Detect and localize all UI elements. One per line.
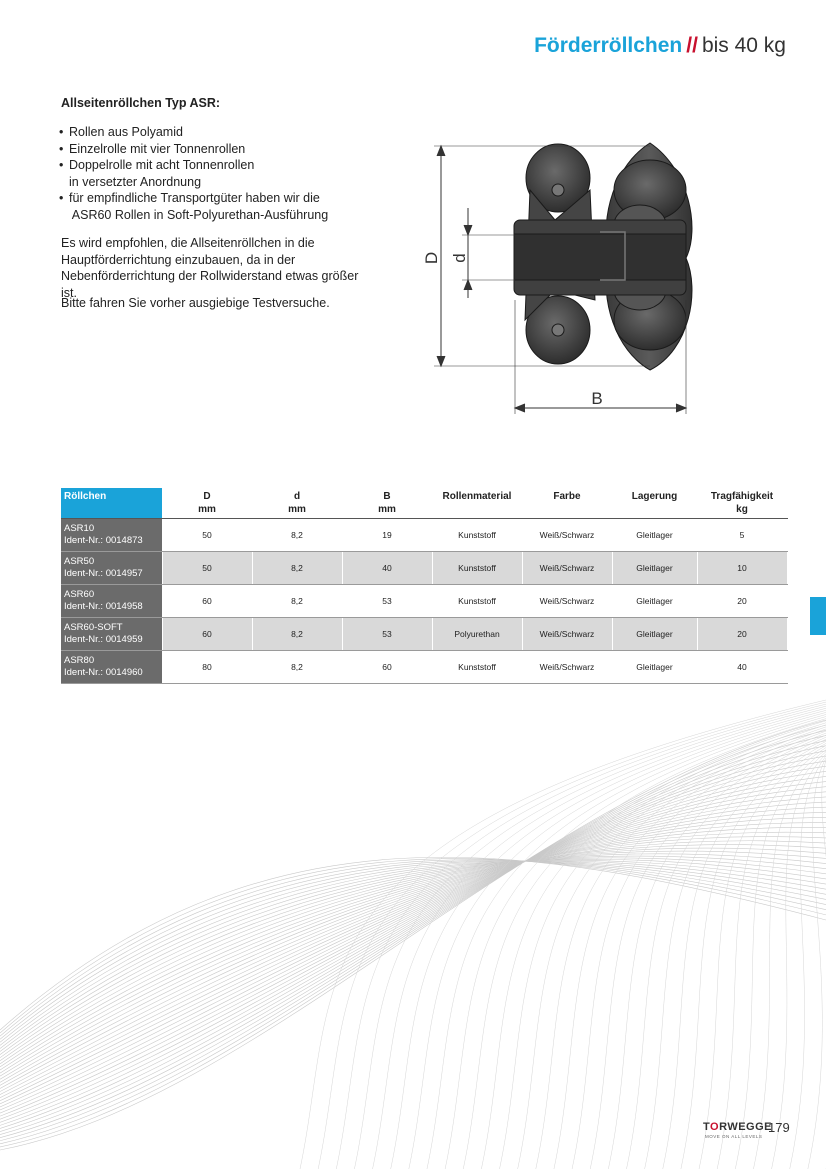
table-row [61, 618, 787, 651]
column-header-unit: mm [378, 504, 396, 515]
table-cell: 8,2 [252, 552, 342, 585]
table-cell: 60 [342, 651, 432, 684]
title-sub: bis 40 kg [701, 34, 786, 57]
table-cell: 20 [697, 585, 787, 618]
table-cell: 8,2 [252, 618, 342, 651]
product-name: ASR10 [64, 523, 95, 534]
column-header-unit: mm [198, 504, 216, 515]
feature-line: ASR60 Rollen in Soft-Polyurethan-Ausführung [69, 207, 329, 222]
table-cell: Kunststoff [432, 585, 522, 618]
wave-line [0, 859, 826, 1034]
table-cell: 53 [342, 618, 432, 651]
page-title [534, 34, 786, 58]
wave-line [0, 782, 826, 1114]
table-cell: Weiß/Schwarz [522, 651, 612, 684]
table-cell: 60 [162, 585, 252, 618]
table-cell: 10 [697, 552, 787, 585]
table-cell: 8,2 [252, 585, 342, 618]
feature-item [58, 190, 328, 223]
column-header-label: Tragfähigkeit [710, 491, 774, 502]
title-separator: // [686, 34, 698, 57]
wave-line [0, 720, 826, 1150]
wave-line [699, 746, 826, 1169]
section-heading: Allseitenröllchen Typ ASR: [61, 96, 221, 110]
feature-item [58, 124, 328, 141]
row-label [61, 519, 162, 552]
table-cell: Weiß/Schwarz [522, 552, 612, 585]
table-row [61, 552, 787, 585]
table-cell: Weiß/Schwarz [522, 585, 612, 618]
wave-line [681, 743, 826, 1169]
table-header-row [61, 488, 787, 519]
row-label [61, 651, 162, 684]
product-name: ASR50 [64, 556, 95, 567]
product-name: ASR80 [64, 655, 95, 666]
chapter-tab [810, 597, 826, 635]
column-header [342, 488, 432, 519]
column-header [432, 488, 522, 519]
wave-line [373, 708, 826, 1169]
table-cell: 40 [697, 651, 787, 684]
ident-number: Ident-Nr.: 0014959 [64, 634, 143, 645]
product-name: ASR60 [64, 589, 95, 600]
wave-line [0, 861, 826, 1042]
row-label [61, 552, 162, 585]
table-cell: 40 [342, 552, 432, 585]
wave-line [572, 731, 826, 1169]
wave-line [0, 807, 826, 1098]
column-header [252, 488, 342, 519]
feature-line: in versetzter Anordnung [69, 174, 202, 189]
table-cell: 80 [162, 651, 252, 684]
row-label [61, 585, 162, 618]
table-cell: 50 [162, 519, 252, 552]
wave-line [822, 760, 826, 1169]
column-header [697, 488, 787, 519]
dimension-label-D: D [422, 251, 441, 265]
table-cell: Gleitlager [612, 552, 697, 585]
roller-technical-drawing [415, 135, 715, 420]
wave-line [0, 735, 826, 1140]
dimension-label-B: B [591, 389, 603, 408]
table-cell: 53 [342, 585, 432, 618]
roller-body [514, 143, 692, 370]
table-row [61, 585, 787, 618]
feature-list [58, 124, 328, 223]
column-header-label: D [203, 491, 211, 502]
table-cell: Gleitlager [612, 519, 697, 552]
column-header-label: Rollenmaterial [442, 491, 512, 502]
ident-number: Ident-Nr.: 0014958 [64, 601, 143, 612]
feature-line: • Rollen aus Polyamid [69, 125, 183, 139]
dimension-label-d: d [450, 253, 469, 263]
wave-line [0, 792, 826, 1107]
title-main: Förderröllchen [534, 34, 683, 57]
wave-line [463, 719, 826, 1169]
ident-number: Ident-Nr.: 0014873 [64, 535, 143, 546]
logo-part: T [703, 1121, 711, 1133]
table-cell: Gleitlager [612, 651, 697, 684]
table-row [61, 651, 787, 684]
wave-line [445, 717, 826, 1169]
ident-number: Ident-Nr.: 0014957 [64, 568, 143, 579]
feature-line: • für empfindliche Transportgüter haben wir die [69, 191, 320, 205]
column-header-label: Lagerung [631, 491, 678, 502]
page-number: 179 [768, 1120, 790, 1135]
feature-item [58, 141, 328, 158]
table-cell: Weiß/Schwarz [522, 618, 612, 651]
table-cell: 8,2 [252, 651, 342, 684]
wave-line [0, 761, 826, 1125]
wave-line [0, 771, 826, 1119]
column-header-label: B [383, 491, 391, 502]
logo-part: O [710, 1121, 720, 1133]
recommendation-paragraph: Es wird empfohlen, die Allseitenröllchen in die Hauptförderrichtung einzubauen, da in der Nebenförderrichtung der Rollwiderstand etwas größer ist. [61, 236, 359, 300]
wave-line [481, 721, 826, 1169]
wave-line [0, 725, 826, 1147]
wave-line [753, 752, 826, 1169]
table-cell: 5 [697, 519, 787, 552]
feature-item [58, 157, 328, 190]
table-cell: Kunststoff [432, 519, 522, 552]
wave-line [0, 797, 826, 1104]
wave-line [0, 730, 826, 1144]
brand-logo [703, 1121, 772, 1133]
table-body [61, 519, 787, 684]
column-header [61, 488, 162, 519]
column-header-label: Farbe [553, 491, 581, 502]
wave-line [554, 729, 826, 1169]
table-cell: 50 [162, 552, 252, 585]
table-cell: Polyurethan [432, 618, 522, 651]
wave-line [0, 861, 826, 1049]
table-cell: 60 [162, 618, 252, 651]
spec-table [61, 488, 788, 684]
wave-line [0, 776, 826, 1116]
row-label [61, 618, 162, 651]
wave-line [391, 710, 826, 1169]
wave-line [318, 702, 826, 1169]
brand-slogan: MOVE ON ALL LEVELS [705, 1134, 763, 1139]
table-cell: 8,2 [252, 519, 342, 552]
product-name: ASR60-SOFT [64, 622, 123, 633]
table-cell: 19 [342, 519, 432, 552]
table-cell: Kunststoff [432, 651, 522, 684]
column-header-unit: mm [288, 504, 306, 515]
background-wave-lines [0, 680, 826, 1169]
wave-line [536, 727, 826, 1169]
wave-line [427, 714, 826, 1169]
column-header [162, 488, 252, 519]
table-cell: Kunststoff [432, 552, 522, 585]
table-row [61, 519, 787, 552]
wave-line [808, 758, 826, 1169]
table-cell: 20 [697, 618, 787, 651]
wave-line [0, 817, 826, 1091]
column-header [522, 488, 612, 519]
feature-line: • Einzelrolle mit vier Tonnenrollen [69, 141, 246, 156]
table-cell: Gleitlager [612, 585, 697, 618]
wave-line [0, 802, 826, 1101]
wave-line [626, 737, 826, 1169]
column-header-unit: kg [736, 504, 748, 515]
feature-line: • Doppelrolle mit acht Tonnenrollen [69, 158, 255, 172]
table-cell: Gleitlager [612, 618, 697, 651]
wave-line [0, 857, 826, 1030]
ident-number: Ident-Nr.: 0014960 [64, 667, 143, 678]
table-cell: Weiß/Schwarz [522, 519, 612, 552]
test-advice-paragraph: Bitte fahren Sie vorher ausgiebige Testversuche. [61, 296, 330, 310]
column-header [612, 488, 697, 519]
logo-part: RWEGGE [719, 1121, 773, 1133]
column-header-label: Röllchen [64, 491, 107, 502]
column-header-label: d [293, 491, 301, 502]
wave-line [500, 723, 826, 1169]
